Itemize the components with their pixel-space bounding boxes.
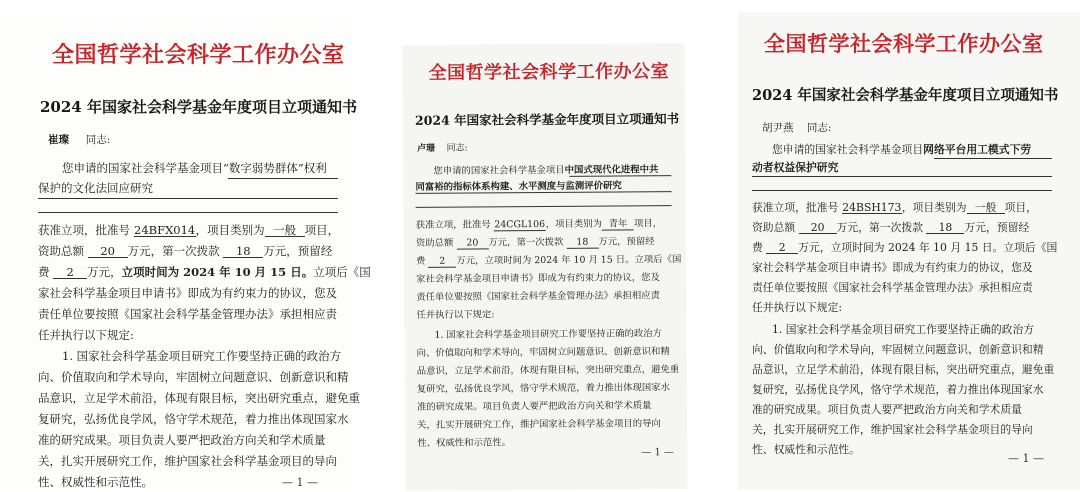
rule-line: 关，扎实开展研究工作，维护国家社会科学基金项目的导向	[38, 454, 337, 468]
rule-line: 准的研究成果。项目负责人要严把政治方向关和学术质量	[38, 433, 326, 447]
rule-line: 品意识，立足学术前沿，体现有限目标，突出研究重点，避免重	[38, 391, 360, 405]
notice-title: 2024 年国家社会科学基金年度项目立项通知书	[414, 111, 680, 128]
recipient-line	[417, 141, 468, 154]
page-number: — 1 —	[641, 447, 675, 459]
underline	[752, 190, 1052, 191]
project-name-part-2: 保护的文化法回应研究	[38, 181, 153, 195]
approval-line: 获准立项，批准号 24BFX014，项目类别为 一般 项目，	[38, 223, 340, 237]
rule-line: 准的研究成果。项目负责人要严把政治方向关和学术质量	[416, 400, 652, 413]
project-category: 青年	[602, 219, 634, 230]
body-line: 家社会科学基金项目申请书》即成为有约束力的协议，您及	[752, 261, 1033, 274]
approval-number: 24CGL106	[494, 218, 546, 231]
first-payment: 18	[566, 238, 598, 249]
approval-number: 24BSH173	[842, 201, 902, 214]
rule-line: 性、权威性和示范性。	[38, 475, 153, 489]
funding-total: 20	[456, 238, 488, 249]
rule-line: 关，扎实开展研究工作，维护国家社会科学基金项目的导向	[417, 418, 661, 431]
notice-document-2	[402, 43, 687, 491]
body-line: 责任单位要按照《国家社会科学基金管理办法》承担相应责	[752, 281, 1033, 294]
rule-line: 性、权威性和示范性。	[752, 443, 860, 456]
notice-document-1	[0, 14, 371, 490]
recipient-name: 胡尹燕	[762, 122, 794, 134]
rule-line: 向、价值取向和学术导向，牢固树立问题意识、创新意识和精	[752, 343, 1044, 356]
approval-date: 立项时间为 2024 年 10 月 15 日。	[121, 265, 314, 279]
body-line: 任并执行以下规定:	[416, 309, 495, 321]
page-number: — 1 —	[1008, 452, 1044, 465]
approval-date: 立项时间为 2024 年 10 月 15 日。	[484, 254, 635, 267]
approval-line: 获准立项，批准号 24BSH173，项目类别为 一般 项目，	[752, 201, 1037, 214]
rule-line: 向、价值取向和学术导向，牢固树立问题意识、创新意识和精	[38, 370, 349, 384]
rule-line: 复研究，弘扬优良学风，恪守学术规范，着力推出体现国家水	[38, 412, 349, 426]
body-line: 家社会科学基金项目申请书》即成为有约束力的协议，您及	[416, 272, 660, 285]
funding-line: 资助总额 20 万元，第一次拨款 18 万元，预留经	[38, 244, 333, 258]
notice-title: 2024 年国家社会科学基金年度项目立项通知书	[752, 87, 1059, 104]
project-line-1: 您申请的国家社会科学基金项目网络平台用工模式下劳	[772, 143, 1032, 156]
project-line-1: 您申请的国家社会科学基金项目中国式现代化进程中共	[433, 164, 659, 177]
office-header: 全国哲学社会科学工作办公室	[52, 42, 345, 68]
rule-line: 复研究，弘扬优良学风，恪守学术规范，着力推出体现国家水	[416, 382, 671, 395]
underline	[228, 178, 338, 179]
rule-line: 关，扎实开展研究工作，维护国家社会科学基金项目的导向	[752, 423, 1033, 436]
reserve-amount: 2	[766, 242, 798, 254]
date-line: 费 2 万元，立项时间为 2024 年 10 月 15 日。立项后《国	[38, 265, 371, 279]
project-line-1: 您申请的国家社会科学基金项目“数字弱势群体”权利	[62, 161, 327, 175]
recipient-name: 卢珊	[417, 143, 436, 154]
project-name-part-1: 网络平台用工模式下劳	[923, 143, 1032, 156]
funding-total: 20	[799, 222, 837, 234]
body-line: 任并执行以下规定:	[752, 301, 843, 314]
body-line: 家社会科学基金项目申请书》即成为有约束力的协议，您及	[38, 286, 337, 300]
recipient-line	[48, 132, 110, 147]
project-name-part-2: 同富裕的指标体系构建、水平测度与监测评价研究	[415, 180, 622, 193]
first-payment: 18	[926, 222, 964, 234]
reserve-amount: 2	[53, 266, 87, 279]
notice-title: 2024 年国家社会科学基金年度项目立项通知书	[40, 98, 357, 116]
office-header: 全国哲学社会科学工作办公室	[764, 31, 1044, 56]
approval-number: 24BFX014	[134, 223, 196, 237]
body-line: 责任单位要按照《国家社会科学基金管理办法》承担相应责	[416, 290, 661, 303]
recipient-line	[762, 120, 831, 135]
funding-total: 20	[88, 245, 128, 258]
rule-line: 准的研究成果。项目负责人要严把政治方向关和学术质量	[752, 403, 1022, 416]
underline	[416, 205, 672, 208]
project-name-part-1: “数字弱势群体”权利	[223, 161, 327, 175]
rule-line: 1. 国家社会科学基金项目研究工作要坚持正确的政治方	[62, 349, 342, 363]
office-header: 全国哲学社会科学工作办公室	[428, 61, 670, 84]
funding-line: 资助总额 20 万元，第一次拨款 18 万元，预留经	[415, 236, 655, 249]
salutation: 同志:	[446, 143, 468, 154]
underline	[38, 212, 338, 213]
rule-line: 品意识，立足学术前沿，体现有限目标，突出研究重点，避免重	[752, 363, 1055, 376]
project-name-part-1: 中国式现代化进程中共	[564, 164, 659, 176]
rule-line: 1. 国家社会科学基金项目研究工作要坚持正确的政治方	[772, 323, 1035, 336]
rule-line: 1. 国家社会科学基金项目研究工作要坚持正确的政治方	[434, 328, 663, 341]
approval-line: 获准立项，批准号 24CGL106，项目类别为 青年 项目，	[415, 218, 663, 231]
project-category: 一般	[967, 202, 1005, 214]
rule-line: 品意识，立足学术前沿，体现有限目标，突出研究重点，避免重	[416, 364, 680, 377]
project-name-part-2: 动者权益保护研究	[752, 161, 839, 174]
approval-date: 立项时间为 2024 年 10 月 15 日。	[830, 241, 1004, 254]
underline	[752, 176, 1052, 177]
date-line: 费 2 万元，立项时间为 2024 年 10 月 15 日。立项后《国	[415, 254, 682, 267]
underline	[934, 158, 1052, 159]
rule-line: 向、价值取向和学术导向，牢固树立问题意识、创新意识和精	[416, 346, 670, 359]
salutation: 同志:	[85, 134, 111, 146]
funding-line: 资助总额 20 万元，第一次拨款 18 万元，预留经	[752, 221, 1030, 234]
salutation: 同志:	[806, 122, 832, 134]
page-number: — 1 —	[282, 476, 318, 489]
reserve-amount: 2	[428, 257, 456, 268]
body-line: 责任单位要按照《国家社会科学基金管理办法》承担相应责	[38, 307, 337, 321]
date-line: 费 2 万元，立项时间为 2024 年 10 月 15 日。立项后《国	[752, 241, 1058, 254]
rule-line: 复研究，弘扬优良学风，恪守学术规范，着力推出体现国家水	[752, 383, 1044, 396]
first-payment: 18	[223, 245, 263, 258]
project-category: 一般	[265, 224, 305, 237]
notice-document-3	[738, 12, 1080, 490]
underline	[38, 198, 338, 199]
recipient-name: 崔璨	[48, 134, 69, 146]
rule-line: 性、权威性和示范性。	[417, 437, 512, 449]
body-line: 任并执行以下规定:	[38, 328, 134, 342]
